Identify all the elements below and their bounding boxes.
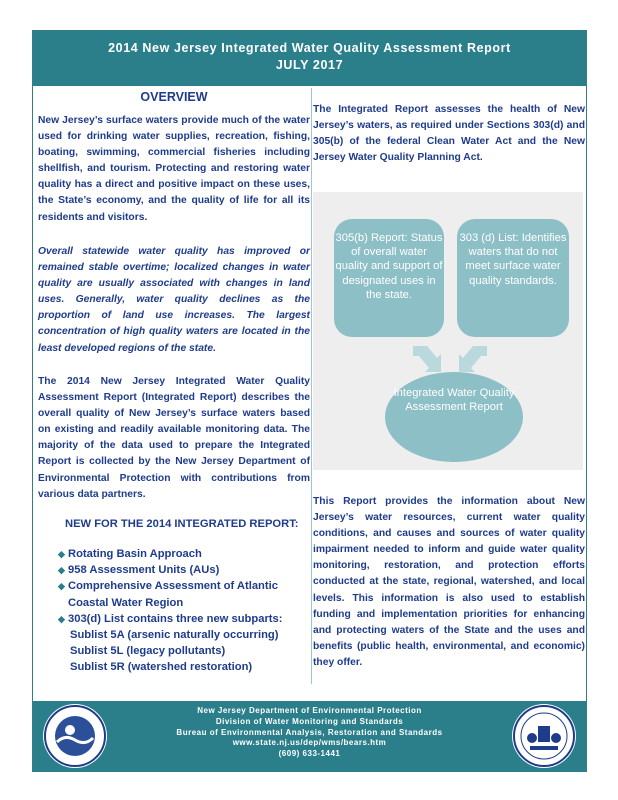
sublist-item: Sublist 5R (watershed restoration) <box>70 661 253 674</box>
list-item-text: Rotating Basin Approach <box>68 548 202 560</box>
footer-department: New Jersey Department of Environmental Protection <box>197 706 422 715</box>
list-item-text: Comprehensive Assessment of Atlantic Coastal Water Region <box>68 580 278 609</box>
footer <box>33 701 586 771</box>
nj-state-seal-icon <box>512 704 576 768</box>
arrow-down-left-icon <box>455 340 491 376</box>
diamond-bullet-icon: ◆ <box>58 581 65 592</box>
column-divider <box>311 88 312 684</box>
right-paragraph-2: This Report provides the information about New Jersey’s water resources, current water quality conditions, and causes and sources of water quality impairment needed to inform and guide water quality monitoring, restoration, and protection efforts conducted at the state, regional, watershed, and local levels. This information is also used to establish funding and implementation priorities for enhancing and protecting waters of the State and the uses and benefits (public health, environmental, and economic) they offer. <box>313 496 585 668</box>
integrated-report-ellipse: Integrated Water Quality Assessment Report <box>385 372 523 462</box>
303d-list-box: 303 (d) List: Identifies waters that do not meet surface water quality standards. <box>457 219 569 337</box>
sublist-item: Sublist 5A (arsenic naturally occurring) <box>70 629 279 642</box>
sublist-item: Sublist 5L (legacy pollutants) <box>70 645 226 658</box>
list-item <box>58 578 298 610</box>
list-item <box>58 562 298 578</box>
footer-website-link[interactable]: www.state.nj.us/dep/wms/bears.htm <box>232 738 387 748</box>
report-date: JULY 2017 <box>275 58 344 72</box>
overview-paragraph-2: Overall statewide water quality has improved or remained stable overtime; localized changes in water quality are usually associated with changes in land uses. Generally, water quality declines as the proportion of land use increases. The largest concentration of high quality waters are located in the least developed regions of the state. <box>38 246 310 354</box>
arrow-down-right-icon <box>409 340 445 376</box>
footer-division: Division of Water Monitoring and Standards <box>215 716 404 726</box>
list-item-text: 303(d) List contains three new subparts: <box>68 612 283 625</box>
footer-phone: (609) 633-1441 <box>278 749 341 759</box>
diamond-bullet-icon: ◆ <box>58 613 65 624</box>
list-item-text: 958 Assessment Units (AUs) <box>68 564 220 577</box>
report-diagram <box>313 192 583 470</box>
new-for-2014-list <box>58 546 298 676</box>
overview-paragraph-1: New Jersey’s surface waters provide much of the water used for drinking water supplies, recreation, fishing, boating, swimming, commercial fisheries including shellfish, and tourism. Protecting and restoring water quality has a direct and positive impact on these uses, the State’s economy, and the quality of life for all its residents and visitors. <box>38 115 310 223</box>
overview-heading: OVERVIEW <box>140 90 208 104</box>
new-for-2014-heading: NEW FOR THE 2014 INTEGRATED REPORT: <box>65 518 299 530</box>
report-title: 2014 New Jersey Integrated Water Quality Assessment Report <box>108 41 511 55</box>
list-item <box>58 611 298 627</box>
diamond-bullet-icon: ◆ <box>58 565 65 576</box>
diamond-bullet-icon: ◆ <box>58 549 65 559</box>
report-header <box>33 31 586 86</box>
right-paragraph-1: The Integrated Report assesses the health of New Jersey’s waters, as required under Sections 303(d) and 305(b) of the federal Clean Water Act and the New Jersey Water Quality Planning Act. <box>313 104 585 164</box>
footer-bureau: Bureau of Environmental Analysis, Restoration and Standards <box>176 727 443 737</box>
list-item <box>58 546 298 562</box>
305b-report-box: 305(b) Report: Status of overall water quality and support of designated uses in the state. <box>334 219 444 337</box>
left-column <box>38 88 310 500</box>
overview-paragraph-3: The 2014 New Jersey Integrated Water Quality Assessment Report (Integrated Report) describes the overall quality of New Jersey’s surface waters based on existing and readily available monitoring data. The majority of the data used to prepare the Integrated Report is collected by the New Jersey Department of Environmental Protection with contributions from various data partners. <box>38 376 310 500</box>
